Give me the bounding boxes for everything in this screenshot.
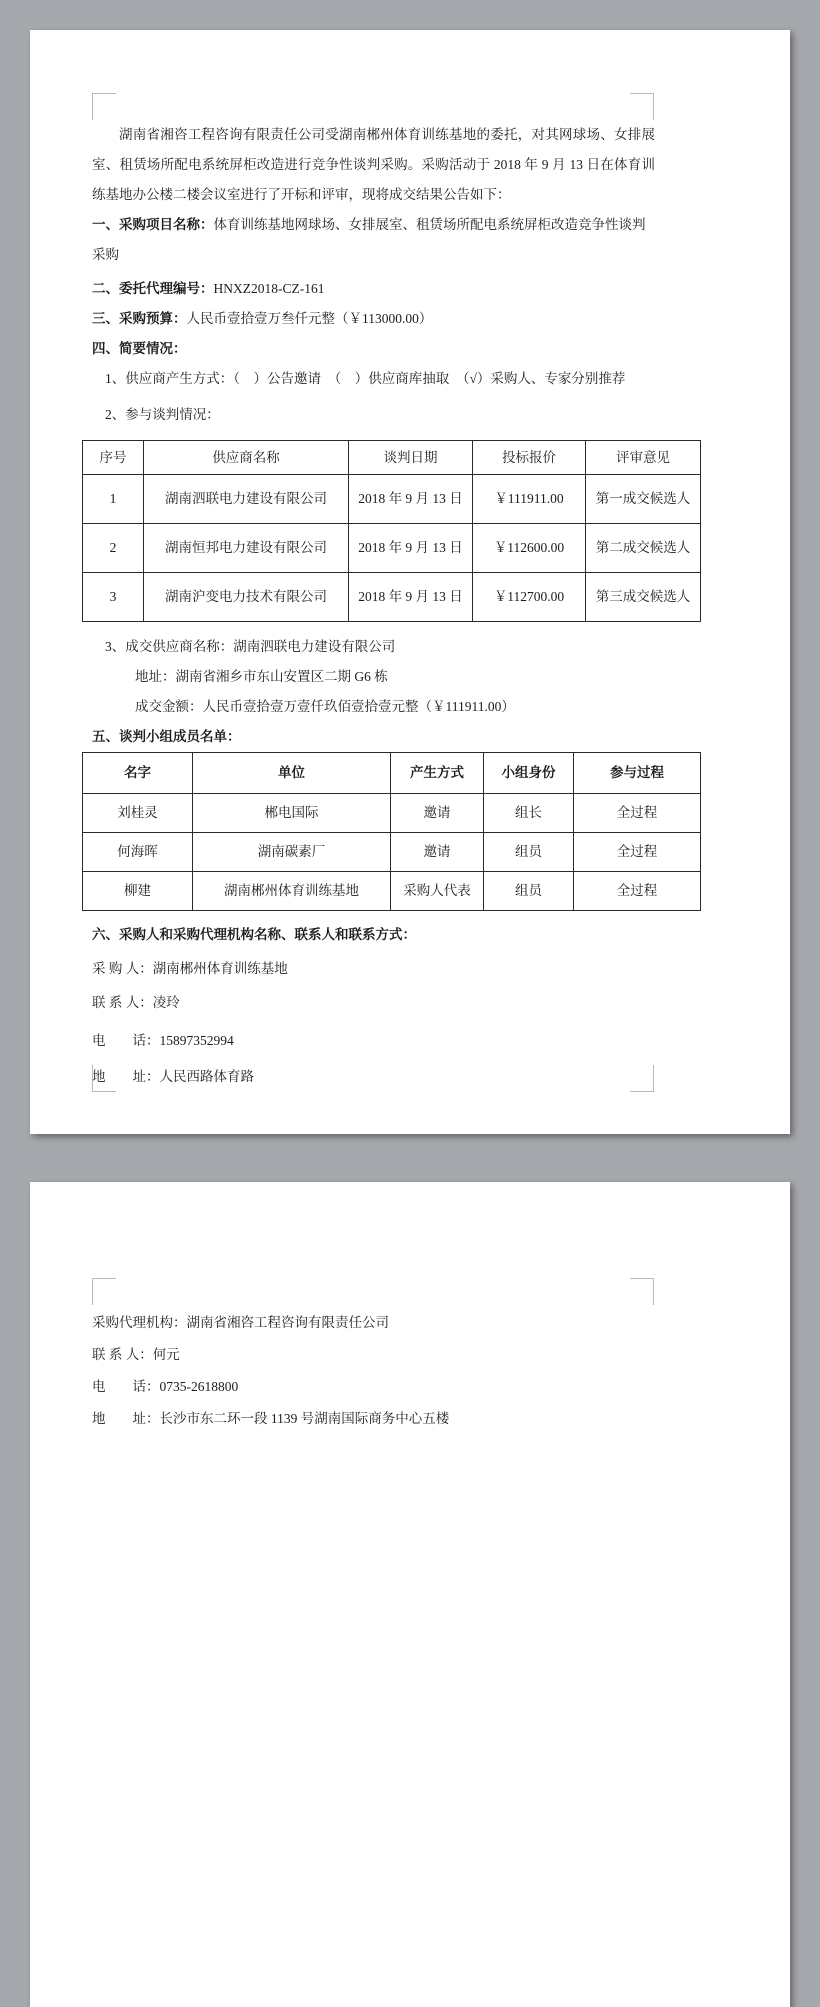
margin-corner-mark-top-right xyxy=(630,93,654,120)
negotiation-panel-table xyxy=(82,752,701,911)
supplier-name-cell: 湖南沪变电力技术有限公司 xyxy=(144,573,349,622)
supplier-review-cell: 第二成交候选人 xyxy=(586,524,701,573)
supplier-date-cell: 2018 年 9 月 13 日 xyxy=(349,475,473,524)
agency-address-line: 地 址：长沙市东二环一段 1139 号湖南国际商务中心五楼 xyxy=(92,1411,450,1426)
panel-unit-cell: 郴电国际 xyxy=(193,794,391,833)
supplier-no-cell: 2 xyxy=(83,524,144,573)
agency-phone-line: 电 话：0735-2618800 xyxy=(92,1379,239,1394)
panel-header-method: 产生方式 xyxy=(391,753,484,794)
section-4-label: 四、简要情况： xyxy=(92,341,187,356)
suppliers-table xyxy=(82,440,701,622)
supplier-date-cell: 2018 年 9 月 13 日 xyxy=(349,573,473,622)
panel-row xyxy=(83,833,701,872)
suppliers-header-name: 供应商名称 xyxy=(144,441,349,475)
negotiation-participation-line: 2、参与谈判情况： xyxy=(105,407,220,422)
panel-name-cell: 柳建 xyxy=(83,872,193,911)
section-1-text: 体育训练基地网球场、女排展室、租赁场所配电系统屏柜改造竞争性谈判采购 xyxy=(92,217,646,262)
section-3-label: 三、采购预算： xyxy=(92,311,187,326)
panel-role-cell: 组员 xyxy=(484,872,574,911)
panel-header-role: 小组身份 xyxy=(484,753,574,794)
panel-participation-cell: 全过程 xyxy=(574,833,701,872)
winner-address-line: 地址：湖南省湘乡市东山安置区二期 G6 栋 xyxy=(135,669,388,684)
section-1-label: 一、采购项目名称： xyxy=(92,217,214,232)
panel-role-cell: 组长 xyxy=(484,794,574,833)
panel-method-cell: 邀请 xyxy=(391,794,484,833)
purchaser-line: 采 购 人：湖南郴州体育训练基地 xyxy=(92,961,288,976)
purchaser-phone-line: 电 话：15897352994 xyxy=(92,1033,234,1048)
suppliers-header-date: 谈判日期 xyxy=(349,441,473,475)
purchaser-address-line: 地 址：人民西路体育路 xyxy=(92,1069,254,1084)
purchaser-contact-line: 联 系 人：凌玲 xyxy=(92,995,180,1010)
page-1-content xyxy=(92,30,691,1092)
supplier-review-cell: 第一成交候选人 xyxy=(586,475,701,524)
supplier-review-cell: 第三成交候选人 xyxy=(586,573,701,622)
section-2-label: 二、委托代理编号： xyxy=(92,281,214,296)
agency-line: 采购代理机构：湖南省湘咨工程咨询有限责任公司 xyxy=(92,1315,389,1330)
section-5-label: 五、谈判小组成员名单： xyxy=(92,729,241,744)
panel-name-cell: 何海晖 xyxy=(83,833,193,872)
margin-corner-mark-bottom-left xyxy=(92,1065,116,1092)
panel-unit-cell: 湖南碳素厂 xyxy=(193,833,391,872)
supplier-name-cell: 湖南恒邦电力建设有限公司 xyxy=(144,524,349,573)
panel-row xyxy=(83,794,701,833)
panel-name-cell: 刘桂灵 xyxy=(83,794,193,833)
document-page-1 xyxy=(30,30,790,1134)
panel-row xyxy=(83,872,701,911)
supplier-selection-method-line: 1、供应商产生方式：（ ）公告邀请 （ ）供应商库抽取 （√）采购人、专家分别推荐 xyxy=(105,371,626,386)
panel-method-cell: 邀请 xyxy=(391,833,484,872)
suppliers-header-price: 投标报价 xyxy=(473,441,586,475)
margin-corner-mark-top-left xyxy=(92,1278,116,1305)
section-6-label: 六、采购人和采购代理机构名称、联系人和联系方式： xyxy=(92,927,416,942)
supplier-price-cell: ￥111911.00 xyxy=(473,475,586,524)
supplier-date-cell: 2018 年 9 月 13 日 xyxy=(349,524,473,573)
margin-corner-mark-top-right xyxy=(630,1278,654,1305)
section-5-panel xyxy=(92,722,655,752)
panel-header-unit: 单位 xyxy=(193,753,391,794)
winner-name-line: 3、成交供应商名称：湖南泗联电力建设有限公司 xyxy=(105,639,396,654)
document-page-2 xyxy=(30,1182,790,2007)
panel-role-cell: 组员 xyxy=(484,833,574,872)
section-1-project-name xyxy=(92,210,655,270)
suppliers-header-no: 序号 xyxy=(83,441,144,475)
panel-participation-cell: 全过程 xyxy=(574,794,701,833)
margin-corner-mark-bottom-right xyxy=(630,1065,654,1092)
panel-header-participation: 参与过程 xyxy=(574,753,701,794)
panel-method-cell: 采购人代表 xyxy=(391,872,484,911)
suppliers-table-header-row xyxy=(83,441,701,475)
supplier-price-cell: ￥112600.00 xyxy=(473,524,586,573)
suppliers-header-review: 评审意见 xyxy=(586,441,701,475)
section-2-agency-number xyxy=(92,274,655,304)
margin-corner-mark-top-left xyxy=(92,93,116,120)
supplier-name-cell: 湖南泗联电力建设有限公司 xyxy=(144,475,349,524)
page-2-content xyxy=(92,1182,655,1434)
panel-table-header-row xyxy=(83,753,701,794)
panel-unit-cell: 湖南郴州体育训练基地 xyxy=(193,872,391,911)
intro-paragraph: 湖南省湘咨工程咨询有限责任公司受湖南郴州体育训练基地的委托，对其网球场、女排展室、租赁场所配电系统屏柜改造进行竞争性谈判采购。采购活动于 2018 年 9 月 13 日在体育训练基地办公楼二楼会议室进行了开标和评审，现将成交结果公告如下： xyxy=(92,127,655,202)
supplier-row xyxy=(83,524,701,573)
agency-contact-line: 联 系 人：何元 xyxy=(92,1347,180,1362)
section-6-contacts xyxy=(92,920,655,950)
supplier-no-cell: 3 xyxy=(83,573,144,622)
section-2-text: HNXZ2018-CZ-161 xyxy=(213,281,325,296)
section-4-brief xyxy=(92,334,655,364)
supplier-price-cell: ￥112700.00 xyxy=(473,573,586,622)
supplier-row xyxy=(83,475,701,524)
section-3-text: 人民币壹拾壹万叁仟元整（￥113000.00） xyxy=(186,311,433,326)
supplier-row xyxy=(83,573,701,622)
winner-amount-line: 成交金额：人民币壹拾壹万壹仟玖佰壹拾壹元整（￥111911.00） xyxy=(135,699,515,714)
supplier-no-cell: 1 xyxy=(83,475,144,524)
panel-header-name: 名字 xyxy=(83,753,193,794)
panel-participation-cell: 全过程 xyxy=(574,872,701,911)
section-3-budget xyxy=(92,304,655,334)
